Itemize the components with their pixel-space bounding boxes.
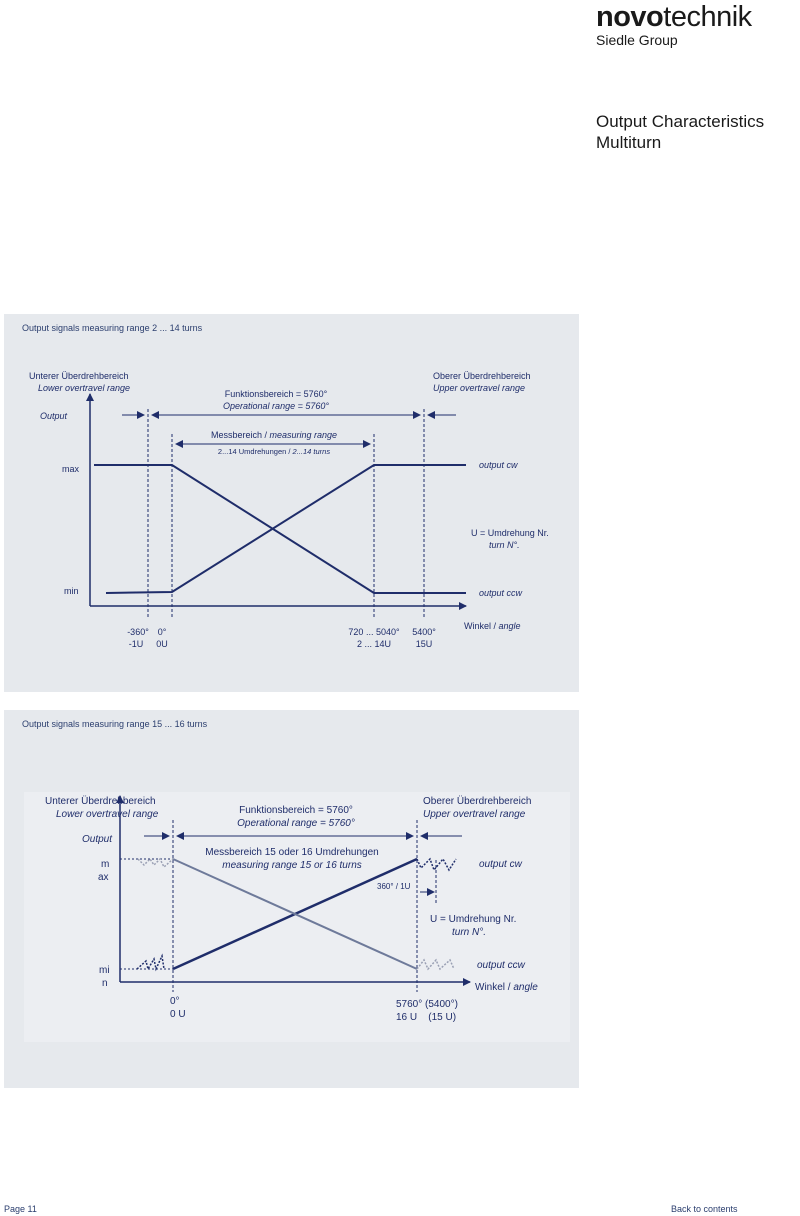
back-to-contents-link[interactable]: Back to contents bbox=[671, 1204, 738, 1214]
output-cw-label: output cw bbox=[479, 460, 518, 470]
min-label-1: mi bbox=[99, 965, 110, 976]
tick-end-u: 16 U (15 U) bbox=[396, 1012, 457, 1023]
panel-1-caption: Output signals measuring range 2 ... 14 turns bbox=[22, 323, 203, 333]
func-range-de: Funktionsbereich = 5760° bbox=[224, 389, 328, 399]
x-axis-label bbox=[464, 621, 521, 631]
min-label: min bbox=[64, 586, 79, 596]
y-axis-label: Output bbox=[82, 834, 113, 845]
turns-label bbox=[218, 447, 330, 456]
angle-en: angle bbox=[498, 621, 521, 631]
u-def-de: U = Umdrehung Nr. bbox=[430, 914, 517, 925]
mess-range-de: Messbereich / bbox=[210, 430, 270, 440]
max-label-1: m bbox=[101, 859, 110, 870]
u-def-en: turn N°. bbox=[489, 540, 520, 550]
output-ccw-label: output ccw bbox=[479, 588, 523, 598]
output-ccw-label: output ccw bbox=[477, 960, 525, 971]
tick-minus360-deg: -360° bbox=[127, 627, 149, 637]
y-axis-label: Output bbox=[40, 411, 68, 421]
brand-bold: novo bbox=[596, 1, 664, 33]
u-def-en: turn N°. bbox=[452, 927, 487, 938]
tick-range-deg: 720 ... 5040° bbox=[348, 627, 400, 637]
diagram-1 bbox=[4, 314, 579, 692]
page-title-line1: Output Characteristics bbox=[596, 112, 765, 131]
turns-de: 2...14 Umdrehungen / bbox=[217, 447, 293, 456]
tick-minus360-u: -1U bbox=[128, 639, 144, 649]
upper-overtravel-en: Upper overtravel range bbox=[433, 383, 526, 393]
tick-0-u: 0 U bbox=[170, 1009, 186, 1020]
angle-de: Winkel / bbox=[464, 621, 499, 631]
tick-5400-u: 15U bbox=[415, 639, 433, 649]
brand-light: technik bbox=[663, 1, 752, 33]
max-label: max bbox=[62, 464, 80, 474]
func-range-en: Operational range = 5760° bbox=[237, 818, 355, 829]
step-label: 360° / 1U bbox=[377, 882, 411, 891]
mess-range-label bbox=[211, 430, 337, 440]
tick-0-u: 0U bbox=[156, 639, 168, 649]
mess-range-en: measuring range bbox=[269, 430, 338, 440]
page-number: Page 11 bbox=[4, 1204, 37, 1214]
upper-overtravel-de: Oberer Überdrehbereich bbox=[423, 796, 532, 807]
output-cw-line bbox=[106, 465, 466, 593]
angle-de: Winkel / bbox=[475, 982, 514, 993]
func-range-en: Operational range = 5760° bbox=[223, 401, 329, 411]
mess-range-de: Messbereich 15 oder 16 Umdrehungen bbox=[205, 847, 379, 858]
brand-group: Siedle Group bbox=[596, 32, 678, 48]
tick-end-deg: 5760° (5400°) bbox=[396, 999, 458, 1010]
max-label-2: ax bbox=[98, 872, 109, 883]
lower-overtravel-de: Unterer Überdrehbereich bbox=[45, 796, 156, 807]
x-axis-label bbox=[475, 982, 538, 993]
tick-0-deg: 0° bbox=[170, 996, 180, 1007]
page-title bbox=[596, 111, 764, 153]
diagram-2 bbox=[4, 710, 579, 1088]
upper-overtravel-en: Upper overtravel range bbox=[423, 809, 526, 820]
u-def-de: U = Umdrehung Nr. bbox=[471, 528, 549, 538]
lower-overtravel-de: Unterer Überdrehbereich bbox=[29, 371, 129, 381]
tick-range-u: 2 ... 14U bbox=[356, 639, 392, 649]
upper-overtravel-de: Oberer Überdrehbereich bbox=[433, 371, 531, 381]
angle-en: angle bbox=[513, 982, 538, 993]
tick-0-deg: 0° bbox=[157, 627, 167, 637]
diagram-panel-1 bbox=[4, 314, 579, 692]
panel-2-caption: Output signals measuring range 15 ... 16 turns bbox=[22, 719, 208, 729]
mess-range-en: measuring range 15 or 16 turns bbox=[222, 860, 362, 871]
output-ccw-line bbox=[94, 465, 466, 593]
lower-overtravel-en: Lower overtravel range bbox=[38, 383, 131, 393]
lower-overtravel-en: Lower overtravel range bbox=[56, 809, 159, 820]
brand-wordmark bbox=[596, 2, 752, 32]
turns-en: 2...14 turns bbox=[292, 447, 331, 456]
min-label-2: n bbox=[102, 978, 108, 989]
page-title-line2: Multiturn bbox=[596, 133, 662, 152]
brand-logo bbox=[596, 2, 752, 48]
output-cw-label: output cw bbox=[479, 859, 522, 870]
tick-5400-deg: 5400° bbox=[412, 627, 436, 637]
func-range-de: Funktionsbereich = 5760° bbox=[239, 805, 353, 816]
diagram-panel-2 bbox=[4, 710, 579, 1088]
